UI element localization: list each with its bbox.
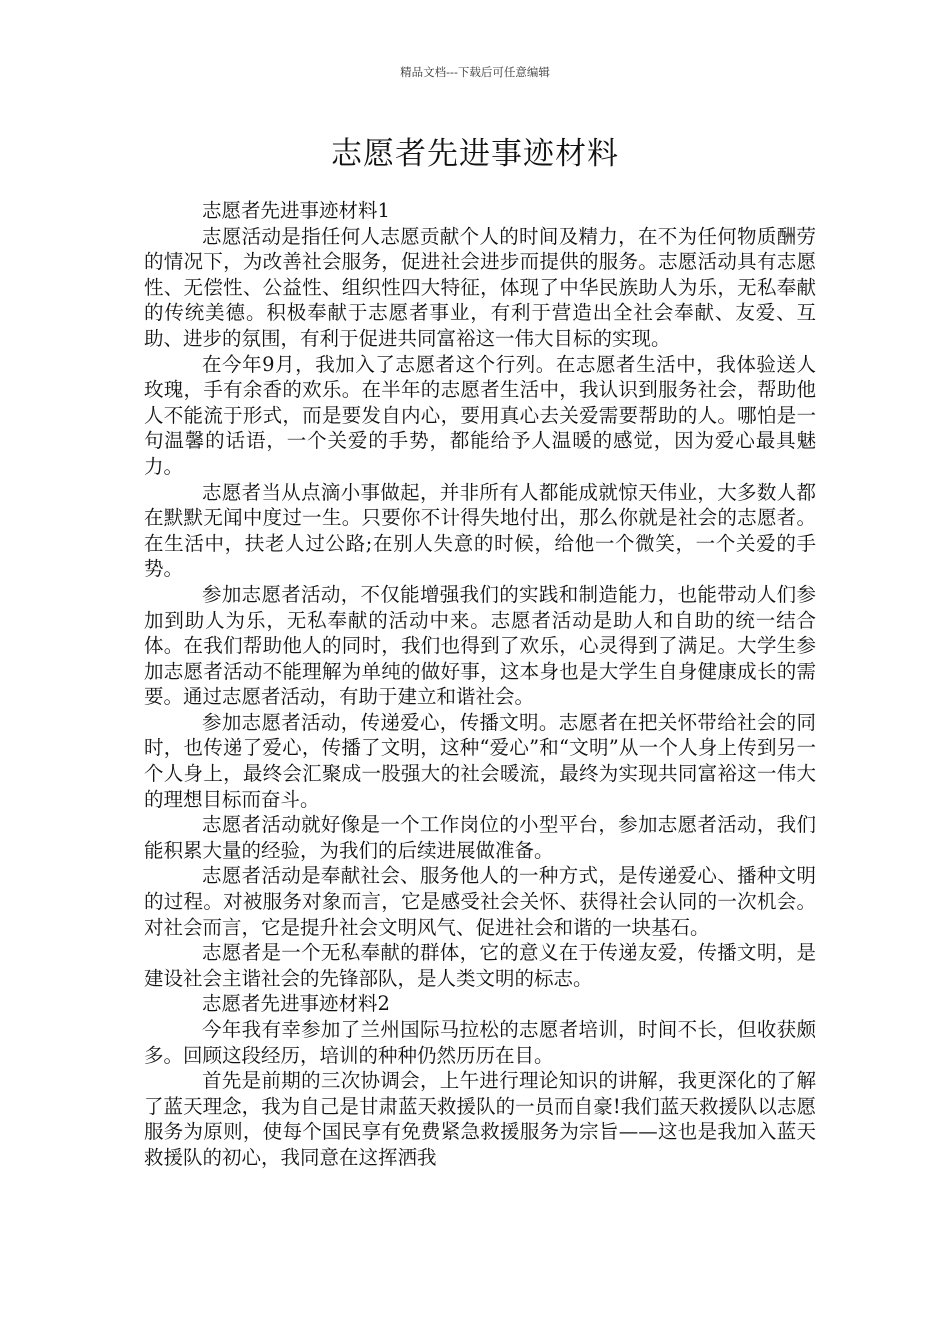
document-body <box>144 198 816 1171</box>
paragraph: 志愿者活动就好像是一个工作岗位的小型平台，参加志愿者活动，我们能积累大量的经验，为我们的后续进展做准备。 <box>144 813 816 862</box>
document-title: 志愿者先进事迹材料 <box>331 136 619 172</box>
paragraph: 志愿者当从点滴小事做起，并非所有人都能成就惊天伟业，大多数人都在默默无闻中度过一生。只要你不计得失地付出，那么你就是社会的志愿者。在生活中，扶老人过公路;在别人失意的时候，给他一个微笑，一个关爱的手势。 <box>144 480 816 581</box>
paragraph: 参加志愿者活动，不仅能增强我们的实践和制造能力，也能带动人们参加到助人为乐，无私奉献的活动中来。志愿者活动是助人和自助的统一结合体。在我们帮助他人的同时，我们也得到了欢乐，心灵得到了满足。大学生参加志愿者活动不能理解为单纯的做好事，这本身也是大学生自身健康成长的需要。通过志愿者活动，有助于建立和谐社会。 <box>144 582 816 709</box>
paragraph: 参加志愿者活动，传递爱心，传播文明。志愿者在把关怀带给社会的同时，也传递了爱心，传播了文明，这种“爱心”和“文明”从一个人身上传到另一个人身上，最终会汇聚成一股强大的社会暖流，最终为实现共同富裕这一伟大的理想目标而奋斗。 <box>144 710 816 811</box>
paragraph: 志愿者先进事迹材料2 <box>202 992 390 1016</box>
paragraph: 志愿者活动是奉献社会、服务他人的一种方式，是传递爱心、播种文明的过程。对被服务对象而言，它是感受社会关怀、获得社会认同的一次机会。对社会而言，它是提升社会文明风气、促进社会和谐的一块基石。 <box>144 864 816 939</box>
paragraph: 志愿活动是指任何人志愿贡献个人的时间及精力，在不为任何物质酬劳的情况下，为改善社会服务，促进社会进步而提供的服务。志愿活动具有志愿性、无偿性、公益性、组织性四大特征，体现了中华民族助人为乐，无私奉献的传统美德。积极奉献于志愿者事业，有利于营造出全社会奉献、友爱、互助、进步的氛围，有利于促进共同富裕这一伟大目标的实现。 <box>144 224 816 350</box>
header-note: 精品文档---下载后可任意编辑 <box>400 65 550 79</box>
paragraph: 首先是前期的三次协调会，上午进行理论知识的讲解，我更深化的了解了蓝天理念，我为自己是甘肃蓝天救援队的一员而自豪!我们蓝天救援队以志愿服务为原则，使每个国民享有免费紧急救援服务为宗旨——这也是我加入蓝天救援队的初心，我同意在这挥洒我 <box>144 1069 816 1169</box>
paragraph: 今年我有幸参加了兰州国际马拉松的志愿者培训，时间不长，但收获颇多。回顾这段经历，培训的种种仍然历历在目。 <box>144 1018 816 1067</box>
paragraph: 志愿者先进事迹材料1 <box>202 199 390 222</box>
paragraph: 在今年9月，我加入了志愿者这个行列。在志愿者生活中，我体验送人玫瑰，手有余香的欢乐。在半年的志愿者生活中，我认识到服务社会，帮助他人不能流于形式，而是要发自内心，要用真心去关爱需要帮助的人。哪怕是一句温馨的话语，一个关爱的手势，都能给予人温暖的感觉，因为爱心最具魅力。 <box>144 352 816 478</box>
paragraph: 志愿者是一个无私奉献的群体，它的意义在于传递友爱，传播文明，是建设社会主谐社会的先锋部队，是人类文明的标志。 <box>144 941 816 990</box>
